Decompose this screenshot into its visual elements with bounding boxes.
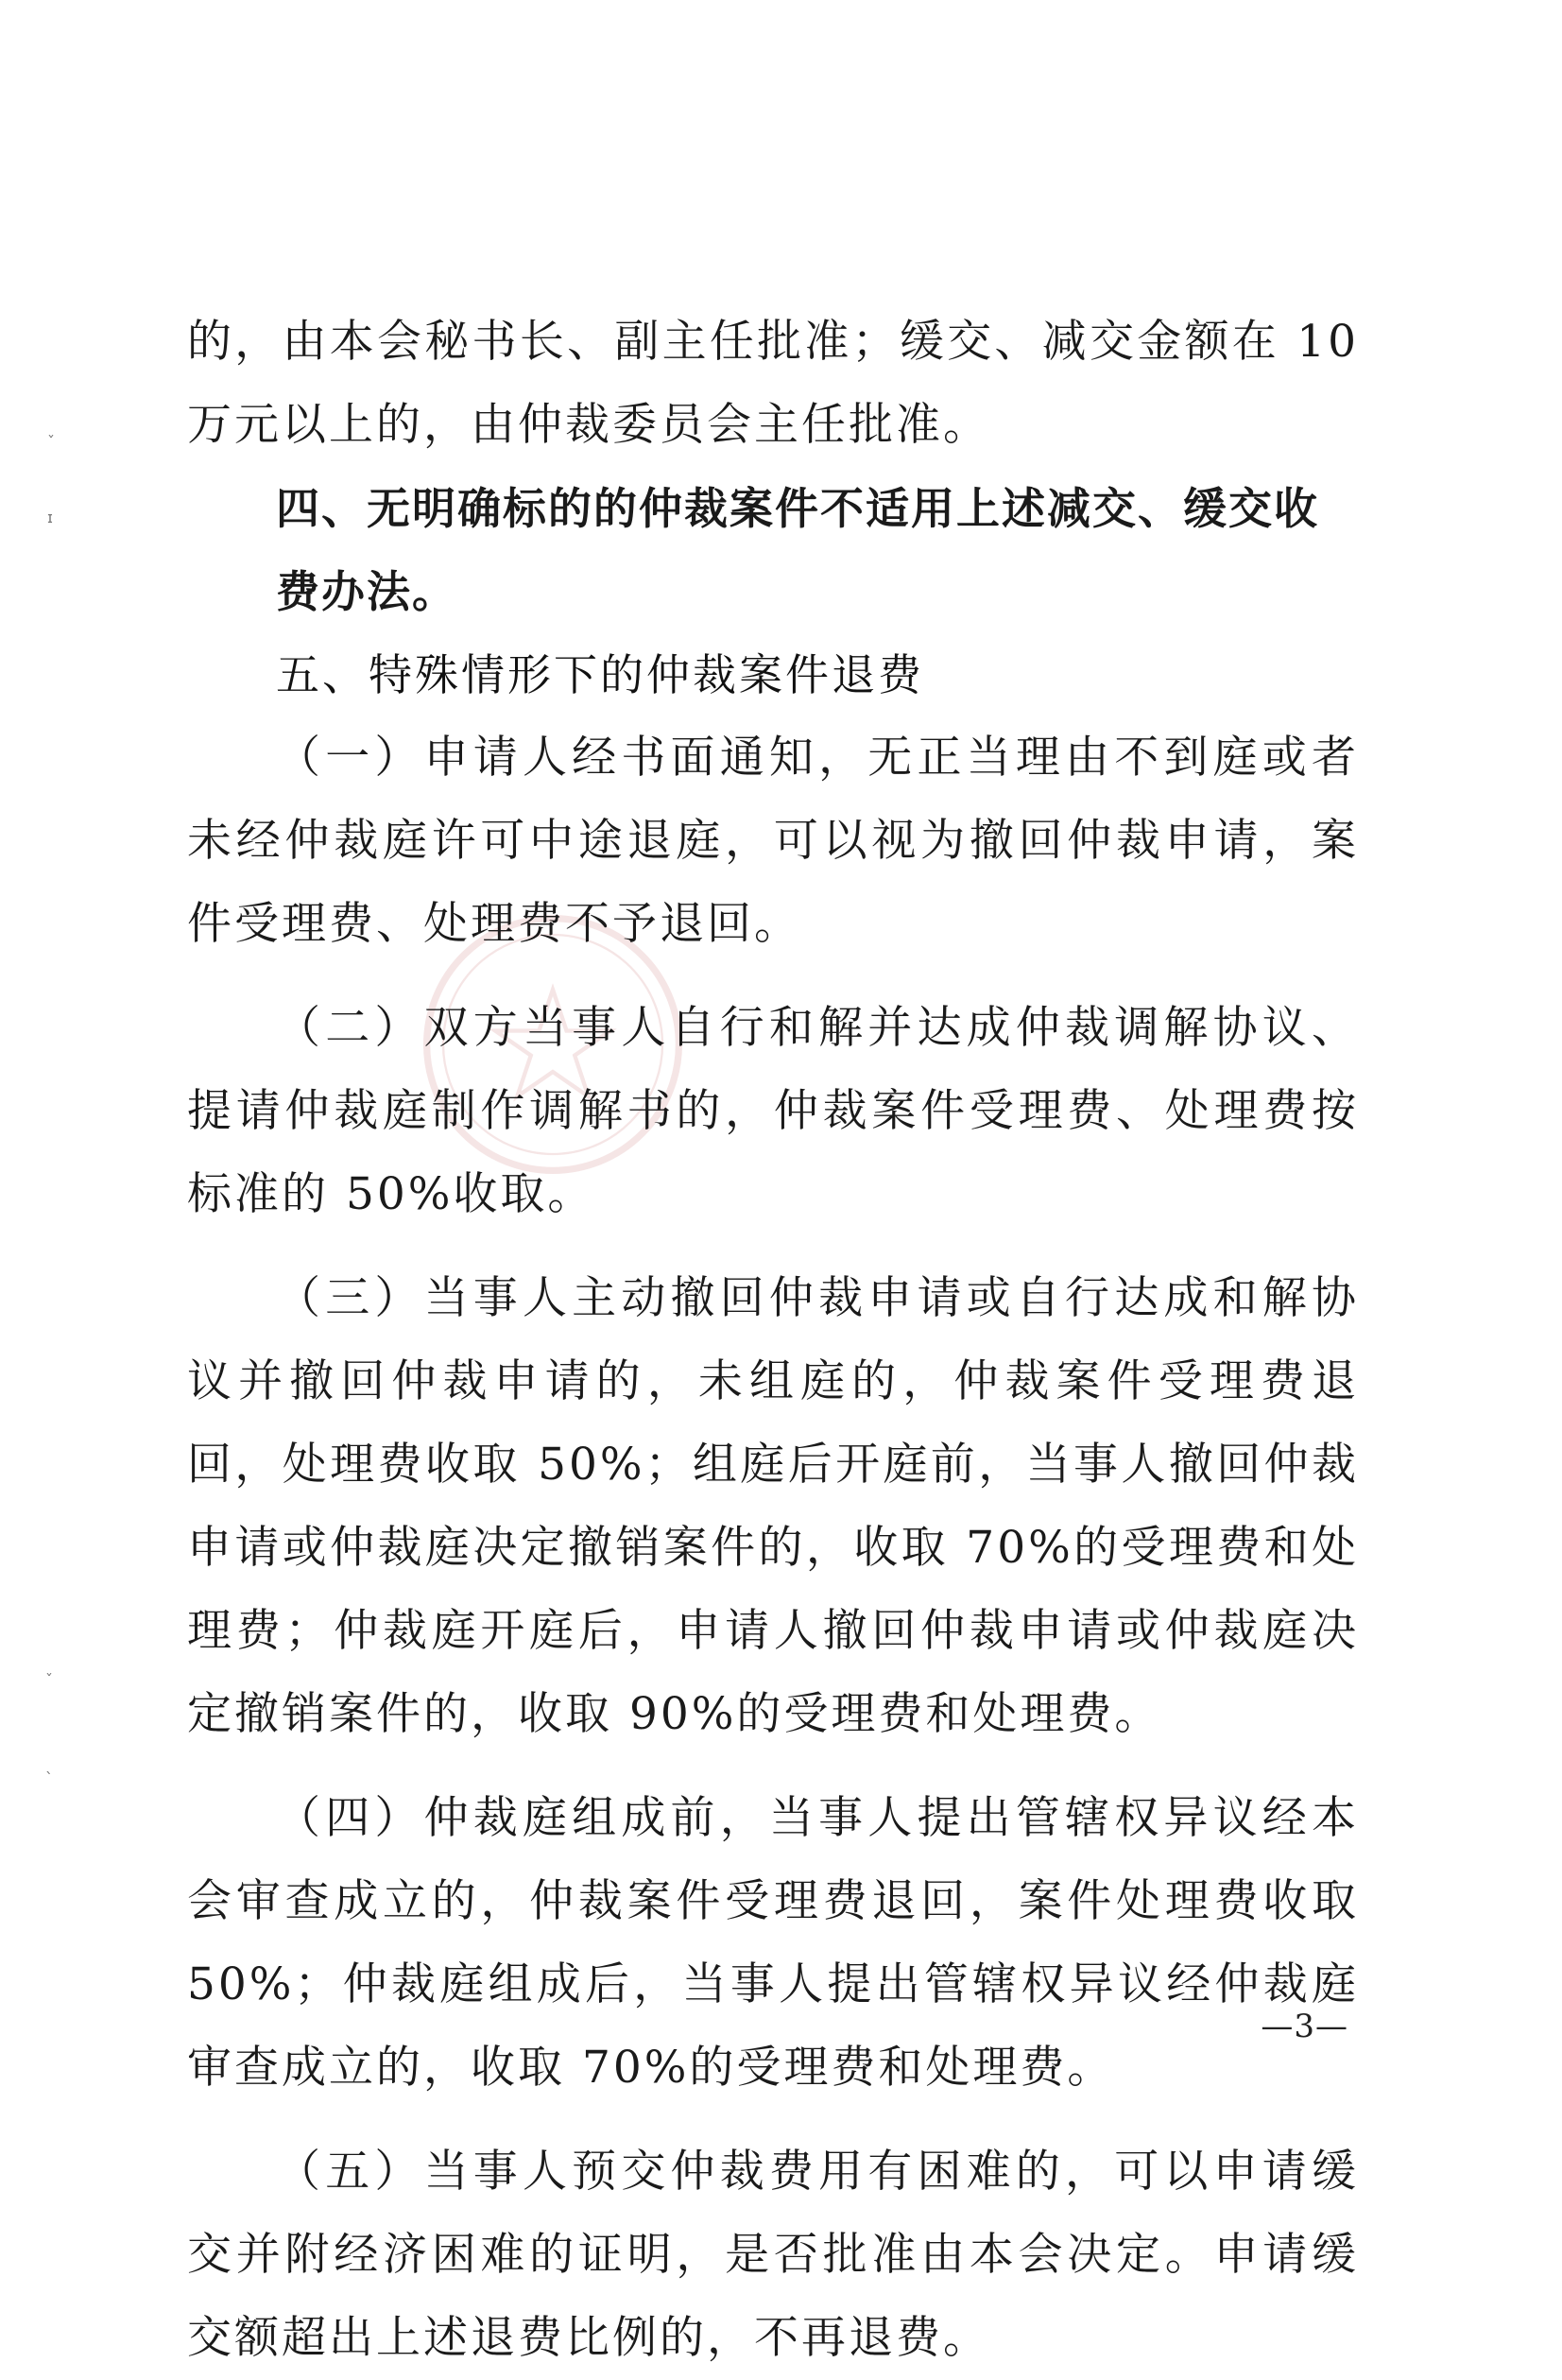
clause-one: （一）申请人经书面通知，无正当理由不到庭或者未经仲裁庭许可中途退庭，可以视为撤回仲裁申请，案件受理费、处理费不予退回。 [187, 732, 1359, 950]
section-heading-five: 五、特殊情形下的仲裁案件退费 [276, 649, 924, 700]
binding-mark: ˇ [47, 433, 55, 451]
clause-four: （四）仲裁庭组成前，当事人提出管辖权异议经本会审查成立的，仲裁案件受理费退回，案件处理费收取 50%；仲裁庭组成后，当事人提出管辖权异议经仲裁庭审查成立的，收取 70%的受理费和处理费。 [187, 1792, 1359, 2094]
clause-three: （三）当事人主动撤回仲裁申请或自行达成和解协议并撤回仲裁申请的，未组庭的，仲裁案件受理费退回，处理费收取 50%；组庭后开庭前，当事人撤回仲裁申请或仲裁庭决定撤销案件的，收取 70%的受理费和处理费；仲裁庭开庭后，申请人撤回仲裁申请或仲裁庭决定撤销案件的，收取 90%的受理费和处理费。 [187, 1272, 1359, 1740]
paragraph-continuation: 的，由本会秘书长、副主任批准；缓交、减交金额在 10 万元以上的，由仲裁委员会主任批准。 [187, 316, 1359, 451]
binding-mark: ˇ [45, 1671, 53, 1689]
clause-two: （二）双方当事人自行和解并达成仲裁调解协议、提请仲裁庭制作调解书的，仲裁案件受理费、处理费按标准的 50%收取。 [187, 1002, 1359, 1220]
section-heading-four: 四、无明确标的的仲裁案件不适用上述减交、缓交收费办法。 [276, 483, 1319, 617]
binding-mark: ɪ [47, 509, 53, 526]
page-number: —3— [1261, 2008, 1348, 2045]
clause-five: （五）当事人预交仲裁费用有困难的，可以申请缓交并附经济困难的证明，是否批准由本会决定。申请缓交额超出上述退费比例的，不再退费。 [187, 2146, 1359, 2364]
binding-mark: ˎ [45, 1756, 53, 1774]
document-body [187, 301, 1359, 2380]
